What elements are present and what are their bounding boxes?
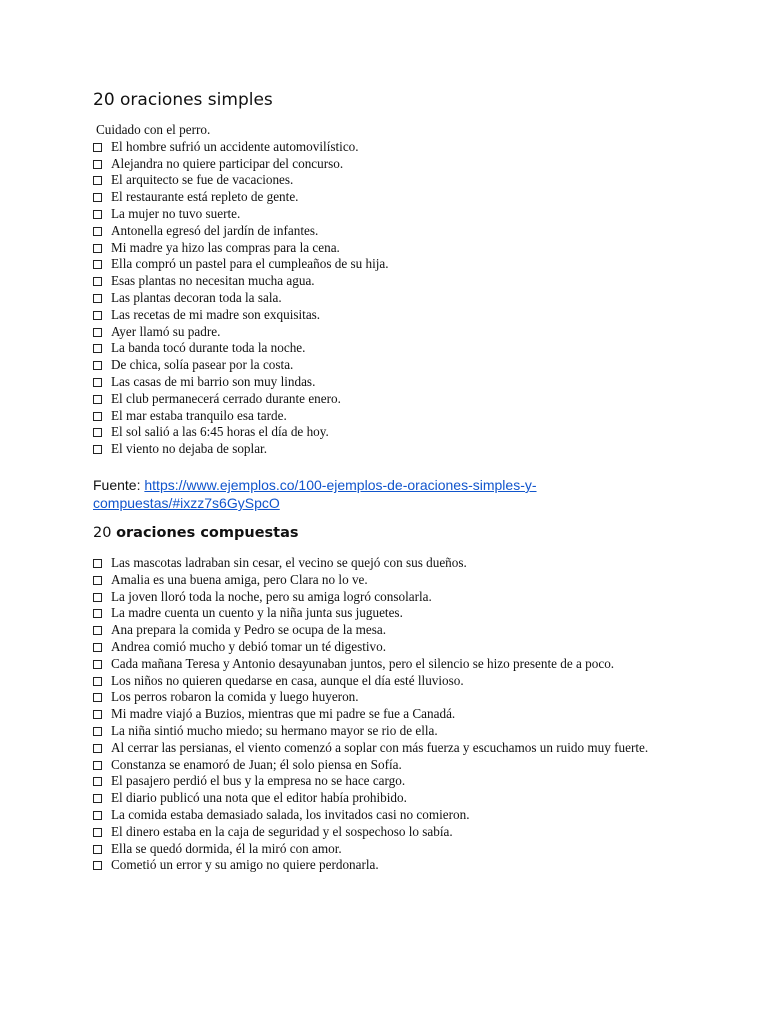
source-citation xyxy=(93,476,653,512)
checkbox-glyph-icon xyxy=(93,176,102,185)
heading-number: 20 xyxy=(93,525,117,541)
list-item-text: La joven lloró toda la noche, pero su amiga logró consolarla. xyxy=(111,588,432,604)
list-item-text: Andrea comió mucho y debió tomar un té digestivo. xyxy=(111,638,387,654)
list-item-text: Cada mañana Teresa y Antonio desayunaban juntos, pero el silencio se hizo presente de a poco. xyxy=(111,655,615,671)
list-item xyxy=(93,340,673,357)
list-item-text: Las casas de mi barrio son muy lindas. xyxy=(111,373,316,389)
heading-text: oraciones compuestas xyxy=(116,525,299,541)
checkbox-glyph-icon xyxy=(93,227,102,236)
list-item xyxy=(93,706,673,723)
checkbox-glyph-icon xyxy=(93,811,102,820)
list-item xyxy=(93,723,673,740)
checkbox-glyph-icon xyxy=(93,210,102,219)
list-item xyxy=(93,374,673,391)
list-item-text: Ayer llamó su padre. xyxy=(111,323,221,339)
checkbox-glyph-icon xyxy=(93,643,102,652)
checkbox-glyph-icon xyxy=(93,677,102,686)
checkbox-glyph-icon xyxy=(93,727,102,736)
list-item-text: Las plantas decoran toda la sala. xyxy=(111,289,282,305)
list-item-text: De chica, solía pasear por la costa. xyxy=(111,357,294,373)
checkbox-glyph-icon xyxy=(93,244,102,253)
list-item xyxy=(93,555,673,572)
checkbox-glyph-icon xyxy=(93,378,102,387)
checkbox-glyph-icon xyxy=(93,861,102,870)
list-item xyxy=(93,773,673,790)
checkbox-glyph-icon xyxy=(93,160,102,169)
list-item-text: Mi madre viajó a Buzios, mientras que mi padre se fue a Canadá. xyxy=(111,706,456,722)
compound-sentences-list xyxy=(93,555,673,874)
list-item-text: Amalia es una buena amiga, pero Clara no lo ve. xyxy=(111,571,368,587)
list-item xyxy=(93,857,673,874)
list-item-text: La mujer no tuvo suerte. xyxy=(111,205,241,221)
checkbox-glyph-icon xyxy=(93,744,102,753)
list-item-text: El arquitecto se fue de vacaciones. xyxy=(111,172,294,188)
list-item-text: El club permanecerá cerrado durante enero. xyxy=(111,390,341,406)
source-label: Fuente: xyxy=(93,477,145,493)
list-item-text: El diario publicó una nota que el editor había prohibido. xyxy=(111,790,407,806)
list-item xyxy=(93,172,673,189)
intro-sentence: Cuidado con el perro. xyxy=(96,122,211,137)
checkbox-glyph-icon xyxy=(93,344,102,353)
source-link[interactable]: https://www.ejemplos.co/100-ejemplos-de-oraciones-simples-y- compuestas/#ixzz7s6GySpcO xyxy=(93,477,537,511)
list-item xyxy=(93,572,673,589)
list-item-text: Constanza se enamoró de Juan; él solo piensa en Sofía. xyxy=(111,756,402,772)
list-item xyxy=(93,206,673,223)
list-item-text: El pasajero perdió el bus y la empresa no se hace cargo. xyxy=(111,773,406,789)
list-item-text: Los perros robaron la comida y luego huyeron. xyxy=(111,689,359,705)
list-item xyxy=(93,790,673,807)
checkbox-glyph-icon xyxy=(93,311,102,320)
checkbox-glyph-icon xyxy=(93,294,102,303)
checkbox-glyph-icon xyxy=(93,428,102,437)
checkbox-glyph-icon xyxy=(93,626,102,635)
list-item-text: Cometió un error y su amigo no quiere perdonarla. xyxy=(111,857,379,873)
list-item-text: Antonella egresó del jardín de infantes. xyxy=(111,222,319,238)
list-item-text: Esas plantas no necesitan mucha agua. xyxy=(111,273,315,289)
list-item xyxy=(93,307,673,324)
list-item-text: Ana prepara la comida y Pedro se ocupa de la mesa. xyxy=(111,622,386,638)
checkbox-glyph-icon xyxy=(93,609,102,618)
list-item xyxy=(93,673,673,690)
list-item xyxy=(93,139,673,156)
checkbox-glyph-icon xyxy=(93,794,102,803)
simple-sentences-list xyxy=(93,122,673,458)
list-item-text: Las mascotas ladraban sin cesar, el vecino se quejó con sus dueños. xyxy=(111,555,467,570)
list-item-text: El hombre sufrió un accidente automovilístico. xyxy=(111,138,359,154)
list-item-text: Ella se quedó dormida, él la miró con amor. xyxy=(111,840,342,856)
list-item xyxy=(93,689,673,706)
checkbox-glyph-icon xyxy=(93,277,102,286)
list-item xyxy=(93,639,673,656)
list-item-text: Mi madre ya hizo las compras para la cena. xyxy=(111,239,340,255)
checkbox-glyph-icon xyxy=(93,593,102,602)
list-item-text: La niña sintió mucho miedo; su hermano mayor se rio de ella. xyxy=(111,722,438,738)
list-item-text: El mar estaba tranquilo esa tarde. xyxy=(111,407,287,423)
checkbox-glyph-icon xyxy=(93,761,102,770)
list-item xyxy=(93,273,673,290)
list-item xyxy=(93,807,673,824)
checkbox-glyph-icon xyxy=(93,559,102,568)
list-item-text: Las recetas de mi madre son exquisitas. xyxy=(111,306,321,322)
checkbox-glyph-icon xyxy=(93,328,102,337)
checkbox-glyph-icon xyxy=(93,660,102,669)
list-item xyxy=(93,589,673,606)
checkbox-glyph-icon xyxy=(93,576,102,585)
list-item-text: Los niños no quieren quedarse en casa, aunque el día esté lluvioso. xyxy=(111,672,464,688)
list-item xyxy=(93,391,673,408)
list-item-text: La banda tocó durante toda la noche. xyxy=(111,340,306,356)
list-item xyxy=(93,757,673,774)
checkbox-glyph-icon xyxy=(93,445,102,454)
list-item xyxy=(93,240,673,257)
list-item xyxy=(93,256,673,273)
list-item-text: Al cerrar las persianas, el viento comenzó a soplar con más fuerza y escuchamos un ruido muy fuerte. xyxy=(111,739,649,755)
checkbox-glyph-icon xyxy=(93,828,102,837)
checkbox-glyph-icon xyxy=(93,412,102,421)
list-item xyxy=(93,223,673,240)
heading-oraciones-compuestas xyxy=(93,525,299,541)
list-item-text: La comida estaba demasiado salada, los invitados casi no comieron. xyxy=(111,806,470,822)
list-item xyxy=(93,156,673,173)
heading-oraciones-simples: 20 oraciones simples xyxy=(93,90,273,110)
checkbox-glyph-icon xyxy=(93,193,102,202)
list-item xyxy=(93,189,673,206)
checkbox-glyph-icon xyxy=(93,260,102,269)
list-item xyxy=(93,324,673,341)
checkbox-glyph-icon xyxy=(93,777,102,786)
checkbox-glyph-icon xyxy=(93,710,102,719)
list-item xyxy=(93,408,673,425)
list-item-text: Ella compró un pastel para el cumpleaños de su hija. xyxy=(111,256,389,272)
list-item xyxy=(93,656,673,673)
list-item xyxy=(93,740,673,757)
list-item xyxy=(93,441,673,458)
list-item xyxy=(93,290,673,307)
list-item-text: El dinero estaba en la caja de seguridad y el sospechoso lo sabía. xyxy=(111,823,453,839)
list-item xyxy=(93,424,673,441)
list-item xyxy=(93,357,673,374)
checkbox-glyph-icon xyxy=(93,395,102,404)
list-item-text: Alejandra no quiere participar del concurso. xyxy=(111,155,344,171)
list-item xyxy=(93,605,673,622)
checkbox-glyph-icon xyxy=(93,361,102,370)
list-item-text: La madre cuenta un cuento y la niña junta sus juguetes. xyxy=(111,605,403,621)
list-item xyxy=(93,841,673,858)
checkbox-glyph-icon xyxy=(93,845,102,854)
list-item xyxy=(93,622,673,639)
checkbox-glyph-icon xyxy=(93,693,102,702)
list-item-text: El viento no dejaba de soplar. xyxy=(111,441,268,457)
list-item-text: El sol salió a las 6:45 horas el día de hoy. xyxy=(111,424,329,440)
list-item xyxy=(93,824,673,841)
list-item-text: El restaurante está repleto de gente. xyxy=(111,189,299,205)
checkbox-glyph-icon xyxy=(93,143,102,152)
